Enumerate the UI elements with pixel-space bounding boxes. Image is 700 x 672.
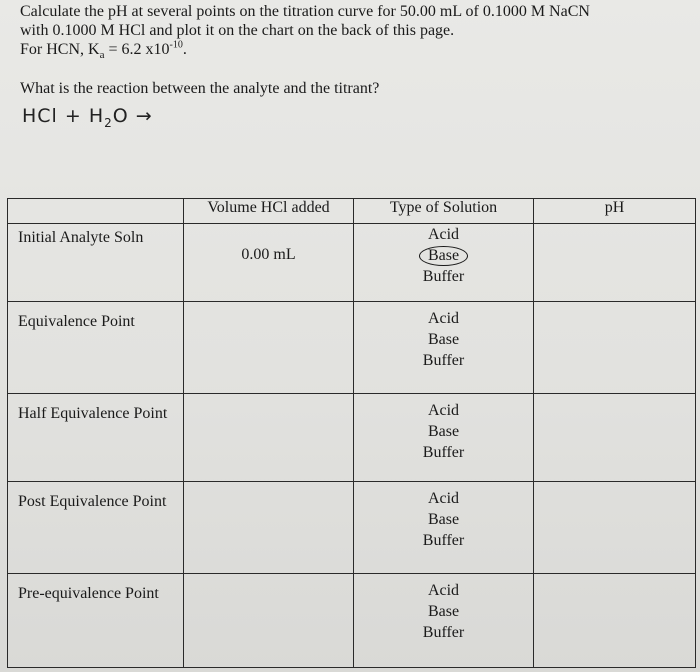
option-base-circled[interactable]: Base [419, 246, 468, 266]
table-row [8, 302, 696, 394]
header-type: Type of Solution [354, 199, 534, 224]
type-options [354, 394, 534, 482]
option-acid[interactable]: Acid [427, 582, 460, 599]
option-buffer[interactable]: Buffer [422, 352, 465, 369]
option-acid[interactable]: Acid [427, 226, 460, 243]
option-buffer[interactable]: Buffer [422, 532, 465, 549]
row-label: Post Equivalence Point [8, 482, 184, 574]
header-blank [8, 199, 184, 224]
row-label: Equivalence Point [8, 302, 184, 394]
header-ph: pH [534, 199, 696, 224]
option-acid[interactable]: Acid [427, 490, 460, 507]
type-options [354, 224, 534, 302]
table-header-row [8, 199, 696, 224]
titration-table [7, 198, 696, 668]
option-base[interactable]: Base [427, 603, 460, 620]
instruction-line-2: with 0.1000 M HCl and plot it on the chart on the back of this page. [20, 22, 455, 39]
table-row [8, 482, 696, 574]
volume-cell[interactable] [184, 394, 354, 482]
volume-cell[interactable]: 0.00 mL [184, 224, 354, 302]
type-options [354, 302, 534, 394]
instruction-line-1: Calculate the pH at several points on the titration curve for 50.00 mL of 0.1000 M NaCN [20, 3, 590, 20]
header-volume: Volume HCl added [184, 199, 354, 224]
handwritten-answer: HCl + $H_2O$ → [22, 105, 153, 130]
table-row [8, 574, 696, 668]
option-buffer[interactable]: Buffer [422, 444, 465, 461]
ph-cell[interactable] [534, 224, 696, 302]
type-options [354, 574, 534, 668]
option-base[interactable]: Base [427, 331, 460, 348]
option-buffer[interactable]: Buffer [422, 268, 465, 285]
ph-cell[interactable] [534, 302, 696, 394]
option-acid[interactable]: Acid [427, 402, 460, 419]
row-label: Pre-equivalence Point [8, 574, 184, 668]
volume-cell[interactable] [184, 302, 354, 394]
table-row [8, 224, 696, 302]
volume-cell[interactable] [184, 482, 354, 574]
table-row [8, 394, 696, 482]
option-base[interactable]: Base [427, 423, 460, 440]
ka-line: For HCN, $K_a = 6.2$ $x10^{-10}$. [20, 39, 187, 62]
ph-cell[interactable] [534, 482, 696, 574]
row-label: Initial Analyte Soln [8, 224, 184, 302]
volume-cell[interactable] [184, 574, 354, 668]
option-base[interactable]: Base [427, 511, 460, 528]
ph-cell[interactable] [534, 394, 696, 482]
instructions [20, 2, 590, 65]
type-options [354, 482, 534, 574]
ph-cell[interactable] [534, 574, 696, 668]
row-label: Half Equivalence Point [8, 394, 184, 482]
option-acid[interactable]: Acid [427, 310, 460, 327]
option-buffer[interactable]: Buffer [422, 624, 465, 641]
reaction-question: What is the reaction between the analyte and the titrant? [20, 80, 380, 97]
